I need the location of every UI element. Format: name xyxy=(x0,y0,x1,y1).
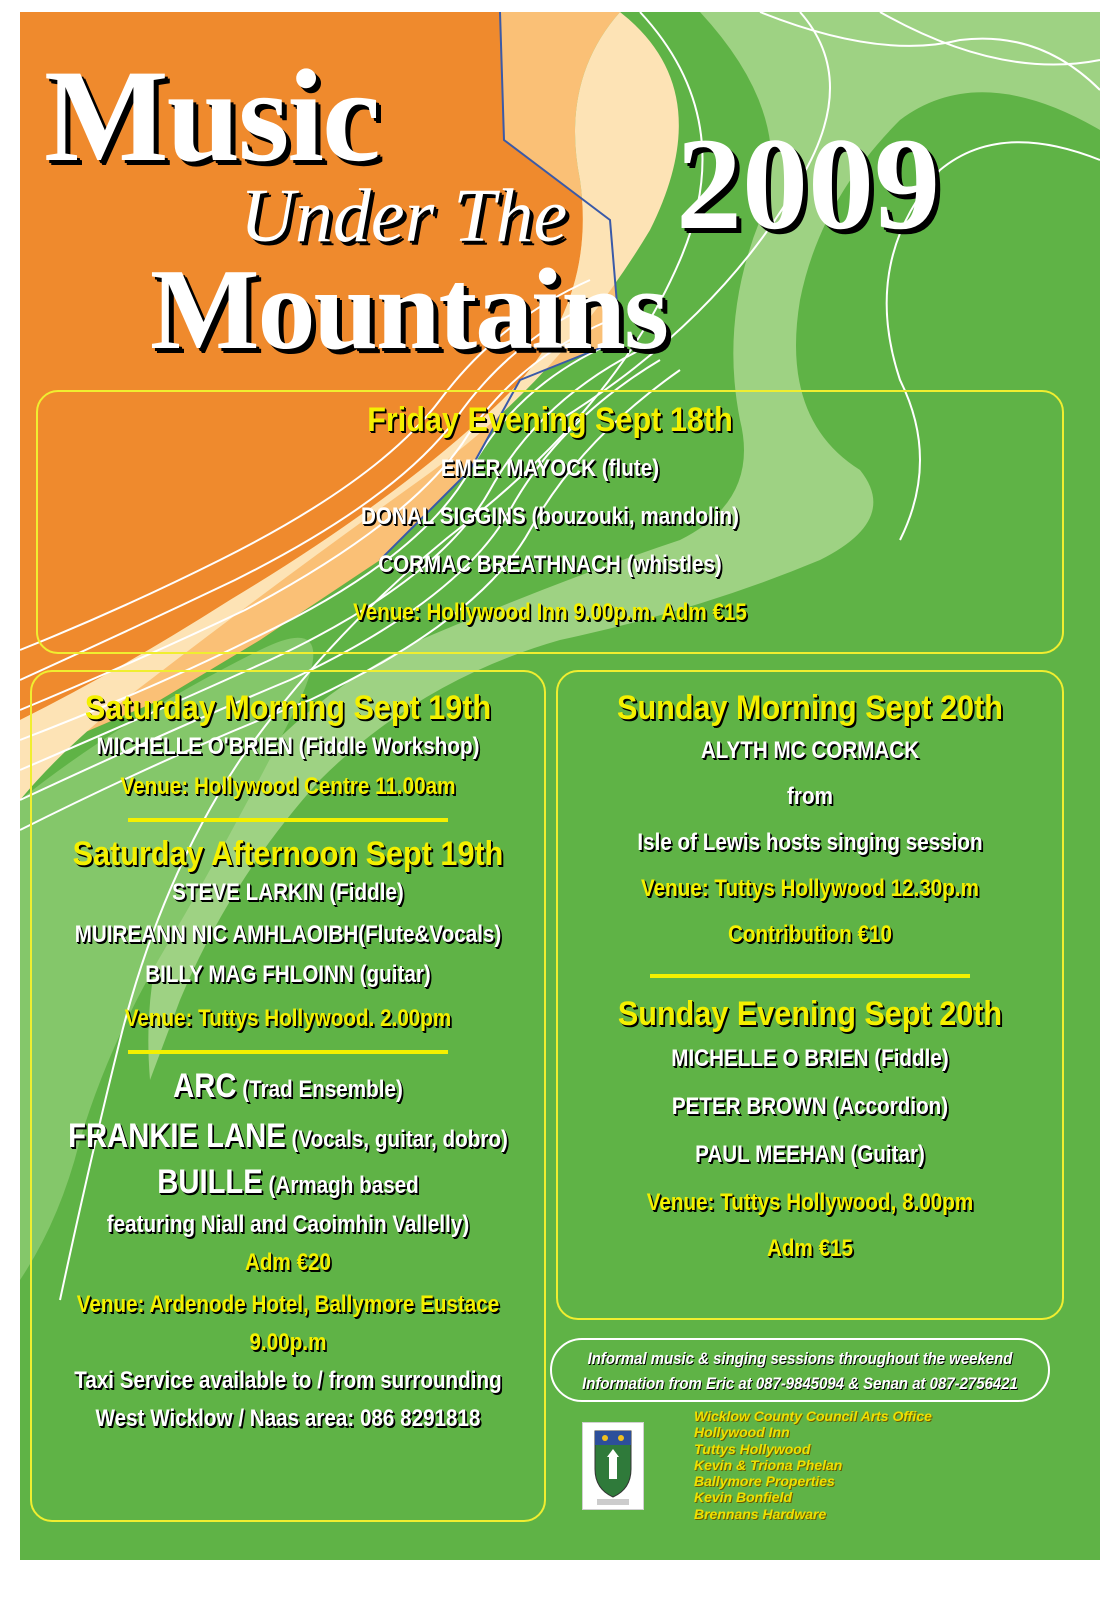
act-buille-line2: featuring Niall and Caoimhin Vallelly) xyxy=(106,1211,470,1238)
saturday-afternoon-heading: Saturday Afternoon Sept 19th xyxy=(72,835,504,873)
saturday-evening-venue: Venue: Ardenode Hotel, Ballymore Eustace xyxy=(76,1291,500,1318)
act-arc-desc: (Trad Ensemble) xyxy=(236,1076,403,1103)
sunday-evening-act: PAUL MEEHAN (Guitar) xyxy=(695,1141,925,1168)
saturday-morning-heading: Saturday Morning Sept 19th xyxy=(84,689,492,727)
title-year: 2009 xyxy=(676,110,940,257)
sunday-morning-session: Isle of Lewis hosts singing session xyxy=(637,829,983,856)
saturday-evening-time: 9.00p.m xyxy=(249,1329,327,1356)
title-music: Music xyxy=(44,42,379,189)
saturday-afternoon-act: MUIREANN NIC AMHLAOIBH(Flute&Vocals) xyxy=(74,921,502,948)
saturday-afternoon-venue: Venue: Tuttys Hollywood. 2.00pm xyxy=(124,1005,452,1032)
saturday-afternoon-act: STEVE LARKIN (Fiddle) xyxy=(172,879,404,906)
wicklow-county-crest-icon xyxy=(582,1422,644,1510)
act-arc xyxy=(66,1064,510,1108)
sunday-morning-act: ALYTH MC CORMACK xyxy=(700,737,920,764)
saturday-afternoon-act: BILLY MAG FHLOINN (guitar) xyxy=(145,961,431,988)
sunday-evening-adm: Adm €15 xyxy=(766,1235,854,1262)
sponsor: Ballymore Properties xyxy=(694,1473,835,1490)
friday-section xyxy=(36,398,1064,630)
sunday-morning-venue: Venue: Tuttys Hollywood 12.30p.m xyxy=(641,875,979,902)
sunday-morning-from: from xyxy=(787,783,833,810)
sunday-evening-act: MICHELLE O BRIEN (Fiddle) xyxy=(671,1045,949,1072)
info-panel xyxy=(550,1338,1050,1402)
sunday-morning-heading: Sunday Morning Sept 20th xyxy=(617,689,1003,727)
act-arc-name: ARC xyxy=(173,1067,237,1105)
sponsor: Kevin Bonfield xyxy=(694,1489,793,1506)
divider xyxy=(128,1050,448,1054)
friday-venue: Venue: Hollywood Inn 9.00p.m. Adm €15 xyxy=(353,599,747,626)
title-mountains: Mountains xyxy=(150,246,668,374)
sponsor: Tuttys Hollywood xyxy=(694,1440,811,1457)
saturday-morning-act: MICHELLE O'BRIEN (Fiddle Workshop) xyxy=(96,733,480,760)
divider xyxy=(128,818,448,822)
sunday-evening-heading: Sunday Evening Sept 20th xyxy=(617,995,1003,1033)
act-frankie-desc: (Vocals, guitar, dobro) xyxy=(285,1126,508,1153)
act-frankie-name: FRANKIE LANE xyxy=(68,1117,286,1155)
title-under-the: Under The xyxy=(240,174,568,258)
taxi-service: Taxi Service available to / from surrounding xyxy=(74,1367,502,1394)
sunday-morning-contribution: Contribution €10 xyxy=(728,921,892,948)
act-buille-name: BUILLE xyxy=(157,1163,263,1201)
saturday-section xyxy=(30,686,546,1436)
info-contacts: Information from Eric at 087-9845094 & Senan at 087-2756421 xyxy=(582,1374,1018,1393)
divider xyxy=(650,974,970,978)
sunday-evening-act: PETER BROWN (Accordion) xyxy=(671,1093,949,1120)
friday-act: DONAL SIGGINS (bouzouki, mandolin) xyxy=(360,503,739,530)
act-buille xyxy=(66,1160,510,1204)
friday-heading: Friday Evening Sept 18th xyxy=(367,401,733,439)
sponsor: Kevin & Triona Phelan xyxy=(694,1456,843,1473)
sponsor: Brennans Hardware xyxy=(694,1505,827,1522)
taxi-phone: West Wicklow / Naas area: 086 8291818 xyxy=(95,1405,481,1432)
saturday-evening-adm: Adm €20 xyxy=(244,1249,332,1276)
act-frankie-lane xyxy=(66,1114,510,1158)
friday-act: EMER MAYOCK (flute) xyxy=(440,455,660,482)
saturday-morning-venue: Venue: Hollywood Centre 11.00am xyxy=(120,773,456,800)
info-sessions: Informal music & singing sessions throughout the weekend xyxy=(587,1349,1013,1368)
sunday-evening-venue: Venue: Tuttys Hollywood, 8.00pm xyxy=(646,1189,974,1216)
sponsor: Hollywood Inn xyxy=(694,1424,790,1441)
friday-act: CORMAC BREATHNACH (whistles) xyxy=(378,551,722,578)
sponsor: Wicklow County Council Arts Office xyxy=(694,1408,932,1424)
sunday-section xyxy=(556,686,1064,1266)
sponsors-list xyxy=(694,1408,932,1522)
act-buille-desc: (Armagh based xyxy=(262,1172,419,1199)
